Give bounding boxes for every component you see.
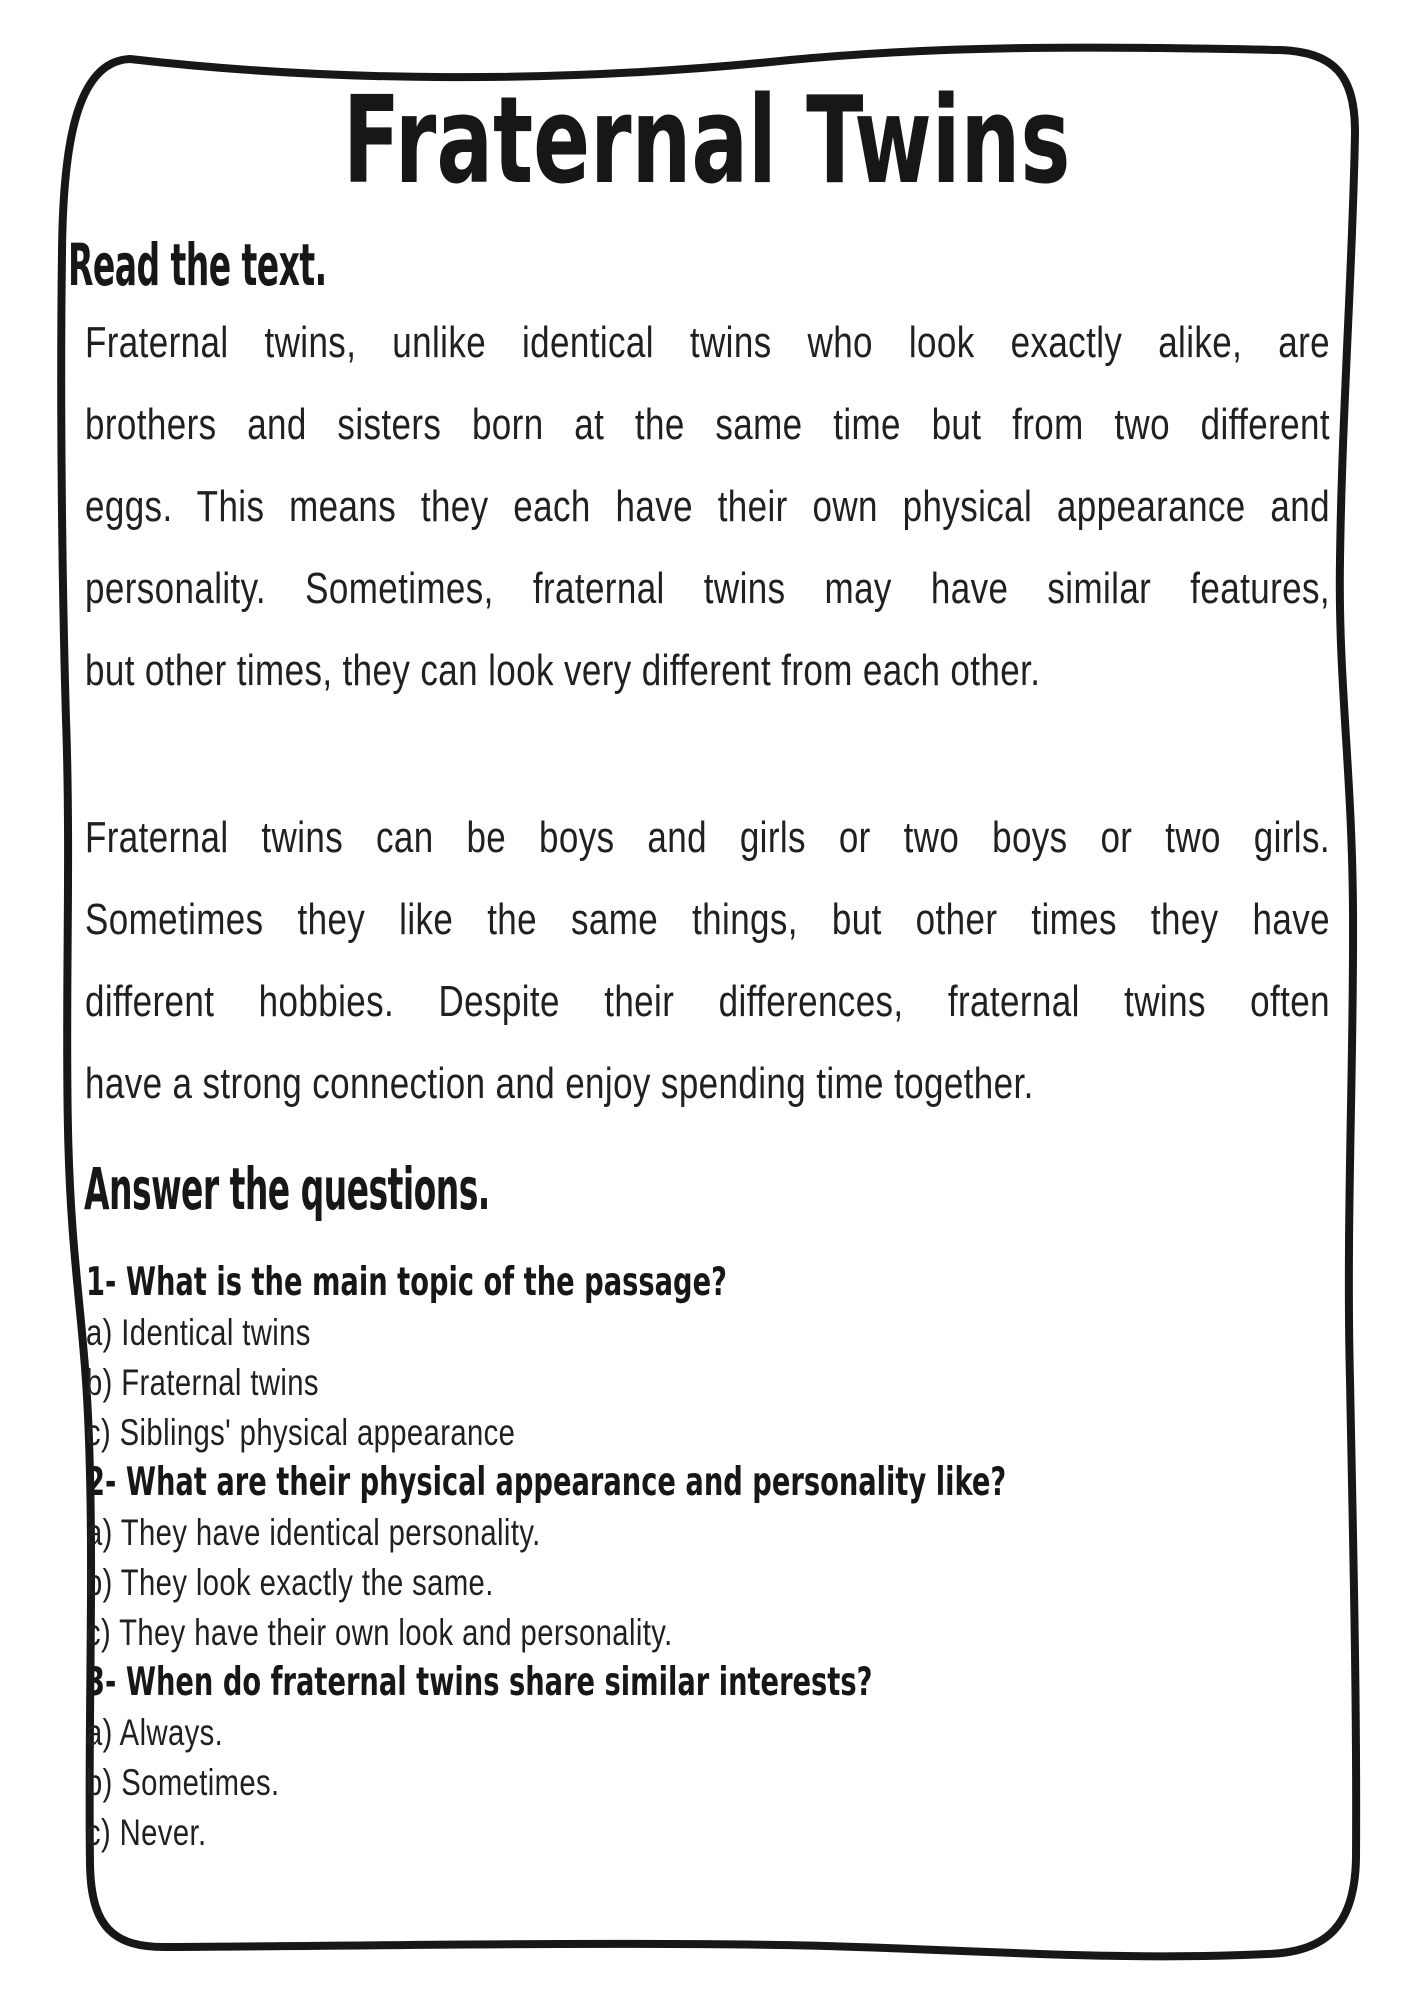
read-heading — [68, 231, 522, 299]
question-2-option-b: b) They look exactly the same. — [86, 1562, 494, 1603]
read-heading-text: Read the text. — [68, 231, 327, 299]
passage-line: have a strong connection and enjoy spending time together. — [85, 1059, 1034, 1108]
passage-paragraph-1 — [85, 302, 1330, 712]
passage-line: personality. Sometimes, fraternal twins may have similar features, — [85, 564, 1330, 613]
passage-line: brothers and sisters born at the same time but from two different — [85, 400, 1330, 449]
question-2-option-a: a) They have identical personality. — [86, 1512, 541, 1553]
passage-line: eggs. This means they each have their own physical appearance and — [85, 482, 1330, 531]
question-1-option-a: a) Identical twins — [86, 1312, 311, 1353]
question-1-option-b: b) Fraternal twins — [86, 1362, 319, 1403]
passage-line: but other times, they can look very different from each other. — [85, 646, 1041, 695]
answer-heading-text: Answer the questions. — [84, 1155, 490, 1223]
passage-paragraph-2 — [85, 797, 1330, 1125]
question-1-label: 1- What is the main topic of the passage? — [86, 1260, 727, 1305]
question-3-label: 3- When do fraternal twins share similar interests? — [86, 1660, 873, 1705]
passage-line: Fraternal twins, unlike identical twins who look exactly alike, are — [85, 318, 1330, 367]
question-3-option-a: a) Always. — [86, 1712, 224, 1753]
question-3-option-c: c) Never. — [86, 1812, 207, 1853]
passage-line: different hobbies. Despite their differences, fraternal twins often — [85, 977, 1330, 1026]
passage-line: Fraternal twins can be boys and girls or two boys or two girls. — [85, 813, 1330, 862]
page-title — [0, 72, 1414, 211]
questions-section — [86, 1258, 1386, 1858]
question-1-option-c: c) Siblings' physical appearance — [86, 1412, 516, 1453]
answer-heading — [84, 1155, 796, 1223]
question-3-option-b: b) Sometimes. — [86, 1762, 280, 1803]
passage-line: Sometimes they like the same things, but other times they have — [85, 895, 1330, 944]
page-title-text: Fraternal Twins — [343, 72, 1071, 211]
question-2-label: 2- What are their physical appearance and personality like? — [86, 1460, 1007, 1505]
question-2-option-c: c) They have their own look and personality. — [86, 1612, 673, 1653]
